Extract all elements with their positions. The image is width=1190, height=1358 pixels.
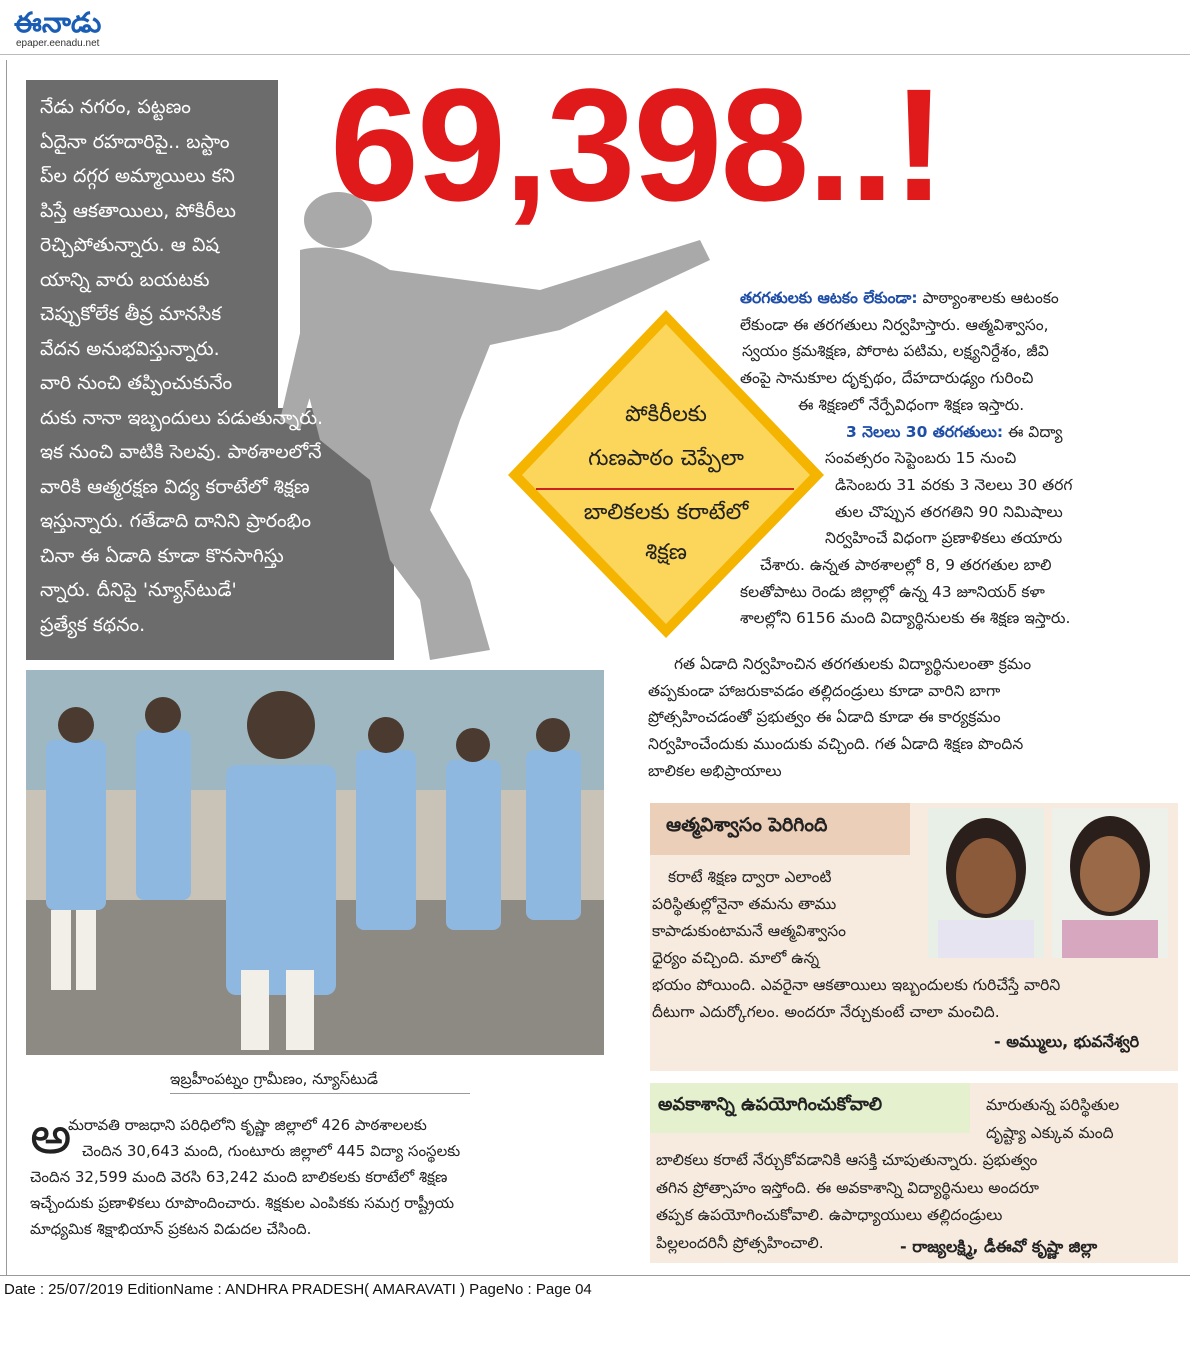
- article-line: తంపై సానుకూల దృక్పథం, దేహదారుఢ్యం గురించి: [740, 369, 1034, 388]
- article-line: నిర్వహించే విధంగా ప్రణాళికలు తయారు: [825, 529, 1063, 548]
- article-line: మాధ్యమిక శిక్షాభియాన్ ప్రకటన విడుదల చేసింది.: [30, 1220, 312, 1238]
- article-line: ప్రోత్సహించడంతో ప్రభుత్వం ఈ ఏడాది కూడా ఈ కార్యక్రమం: [648, 708, 1001, 727]
- article-text: పాఠ్యాంశాలకు ఆటంకం: [917, 289, 1059, 307]
- subhead: 3 నెలలు 30 తరగతులు:: [846, 422, 1004, 441]
- intro-line: రెచ్చిపోతున్నారు. ఆ విష: [40, 234, 220, 256]
- article-line: చేశారు. ఉన్నత పాఠశాలల్లో 8, 9 తరగతుల బాలి: [760, 556, 1052, 575]
- right-article-continued: [648, 651, 1168, 785]
- caption-underline: [170, 1093, 470, 1094]
- article-line: ఈ శిక్షణలో నేర్పేవిధంగా శిక్షణ ఇస్తారు.: [798, 395, 1025, 414]
- subhead: తరగతులకు ఆటకం లేకుండా:: [740, 289, 918, 307]
- intro-line: వారి నుంచి తప్పించుకునేం: [40, 372, 233, 394]
- article-line: లేకుండా ఈ తరగతులు నిర్వహిస్తారు. ఆత్మవిశ్వాసం,: [740, 315, 1049, 334]
- article-line: సంవత్సరం సెప్టెంబరు 15 నుంచి: [825, 449, 1017, 468]
- article-line: బాలికల అభిప్రాయాలు: [648, 761, 782, 780]
- intro-line: వారికి ఆత్మరక్షణ విద్య కరాటేలో శిక్షణ: [40, 475, 310, 498]
- intro-line: చినా ఈ ఏడాది కూడా కొనసాగిస్తు: [40, 544, 284, 567]
- article-line: ఇచ్చేందుకు ప్రణాళికలు రూపొందించారు. శిక్షకుల ఎంపికకు సమగ్ర రాష్ట్రీయ: [30, 1194, 455, 1212]
- intro-line: ప్రత్యేక కథనం.: [40, 613, 146, 636]
- intro-line: ఇస్తున్నారు. గతేడాది దానిని ప్రారంభిం: [40, 510, 311, 532]
- left-divider: [6, 60, 7, 1275]
- opinion-line: తగిన ప్రోత్సాహం ఇస్తోంది. ఈ అవకాశాన్ని విద్యార్థినులు అందరూ: [656, 1178, 1039, 1197]
- article-line: [740, 285, 1170, 312]
- opinion-line: పిల్లలందరినీ ప్రోత్సహించాలి.: [656, 1233, 824, 1252]
- intro-line: దుకు నానా ఇబ్బందులు పడుతున్నారు.: [40, 406, 324, 429]
- intro-line: న్నారు. దీనిపై 'న్యూస్‌టుడే': [40, 579, 237, 601]
- article-line: చెందిన 32,599 మంది వెరసి 63,242 మంది బాలికలకు కరాటేలో శిక్షణ: [30, 1168, 448, 1186]
- opinion-box-2-text: [656, 1092, 1174, 1257]
- article-line: [740, 419, 1170, 446]
- article-line: కలతోపాటు రెండు జిల్లాల్లో ఉన్న 43 జూనియర్ కళా: [740, 582, 1045, 601]
- opinion-line: పరిస్థితుల్లోనైనా తమను తాము: [652, 895, 837, 913]
- bottom-divider: [0, 1275, 1190, 1276]
- logo-text: ఈనాడు: [14, 6, 102, 36]
- edition-footer: Date : 25/07/2019 EditionName : ANDHRA PRADESH( AMARAVATI ) PageNo : Page 04: [4, 1281, 592, 1298]
- article-line: తప్పకుండా హాజరుకావడం తల్లిదండ్రులు కూడా వారిని బాగా: [648, 681, 1001, 700]
- intro-line: యాన్ని వారు బయటకు: [40, 268, 210, 291]
- opinion-box-1-title: ఆత్మవిశ్వాసం పెరిగింది: [666, 814, 828, 836]
- opinion-box-2-title: అవకాశాన్ని ఉపయోగించుకోవాలి: [658, 1094, 883, 1115]
- intro-line: పిస్తే ఆకతాయిలు, పోకిరీలు: [40, 199, 236, 222]
- article-line: తుల చొప్పున తరగతిని 90 నిమిషాలు: [835, 502, 1063, 521]
- intro-line: ఏదైనా రహదారిపై.. బస్టాం: [40, 130, 230, 153]
- intro-line: నేడు నగరం, పట్టణం: [40, 96, 191, 118]
- karate-class-photo: [26, 670, 604, 1055]
- opinion-box-1-text: [652, 864, 1060, 1026]
- student-photo-2: [1052, 808, 1168, 958]
- article-line: మరావతి రాజధాని పరిధిలోని కృష్ణా జిల్లాలో 426 పాఠశాలలకు: [68, 1116, 427, 1134]
- article-line: నిర్వహించేందుకు ముందుకు వచ్చింది. గత ఏడాది శిక్షణ పొందిన: [648, 735, 1024, 754]
- eenadu-logo: [14, 6, 140, 36]
- article-line: గత ఏడాది నిర్వహించిన తరగతులకు విద్యార్థినులంతా క్రమం: [674, 655, 1032, 673]
- opinion-line: ధైర్యం వచ్చింది. మాలో ఉన్న: [652, 949, 820, 967]
- bottom-article: [30, 1106, 620, 1242]
- opinion-line: తప్పక ఉపయోగించుకోవాలి. ఉపాధ్యాయులు తల్లిదండ్రులు: [656, 1206, 1003, 1224]
- opinion-line: దీటుగా ఎదుర్కోగలం. అందరూ నేర్చుకుంటే చాలా మంచిది.: [652, 1003, 1000, 1021]
- sign-line-2: గుణపాఠం చెప్పేలా: [588, 446, 744, 471]
- opinion-box-1-signature: - అమ్ములు, భువనేశ్వరి: [994, 1032, 1140, 1051]
- article-text: ఈ విద్యా: [1003, 422, 1063, 441]
- intro-line: ఇక నుంచి వాటికి సెలవు. పాఠశాలలోనే: [40, 441, 322, 463]
- sign-line-4: శిక్షణ: [645, 540, 687, 565]
- opinion-line: కరాటే శిక్షణ ద్వారా ఎలాంటి: [668, 868, 832, 886]
- intro-line: ప్‌ల దగ్గర అమ్మాయిలు కని: [40, 165, 235, 187]
- article-line: స్వయం క్రమశిక్షణ, పోరాట పటిమ, లక్ష్యనిర్దేశం, జీవి: [742, 342, 1049, 361]
- sign-line-3: బాలికలకు కరాటేలో: [583, 500, 749, 525]
- site-url: epaper.eenadu.net: [16, 38, 100, 49]
- opinion-box-2-signature: - రాజ్యలక్ష్మి, డీఈవో కృష్ణా జిల్లా: [900, 1237, 1098, 1256]
- article-line: చెందిన 30,643 మంది, గుంటూరు జిల్లాలో 445 విద్యా సంస్థలకు: [82, 1142, 461, 1160]
- intro-line: వేదన అనుభవిస్తున్నారు.: [40, 337, 220, 360]
- photo-caption: ఇబ్రహీంపట్నం గ్రామీణం, న్యూస్‌టుడే: [170, 1070, 379, 1088]
- article-line: శాలల్లోని 6156 మంది విద్యార్థినులకు ఈ శిక్షణ ఇస్తారు.: [740, 609, 1071, 628]
- sign-line-1: పోకిరీలకు: [625, 402, 707, 427]
- headline: 69,398..!: [330, 55, 944, 234]
- drop-cap: అ: [30, 1106, 72, 1166]
- opinion-line: బాలికలు కరాటే నేర్చుకోవడానికి ఆసక్తి చూపుతున్నారు. ప్రభుత్వం: [656, 1151, 1038, 1169]
- opinion-line: కాపాడుకుంటామనే ఆత్మవిశ్వాసం: [652, 922, 846, 940]
- intro-line: చెప్పుకోలేక తీవ్ర మానసిక: [40, 303, 222, 325]
- opinion-line: దృష్ట్యా ఎక్కువ మంది: [986, 1123, 1114, 1142]
- article-line: డిసెంబరు 31 వరకు 3 నెలలు 30 తరగ: [835, 475, 1073, 494]
- opinion-line: మారుతున్న పరిస్థితుల: [986, 1096, 1120, 1114]
- right-article: [740, 285, 1170, 632]
- opinion-line: భయం పోయింది. ఎవరైనా ఆకతాయిలు ఇబ్బందులకు గురిచేస్తే వారిని: [652, 976, 1061, 994]
